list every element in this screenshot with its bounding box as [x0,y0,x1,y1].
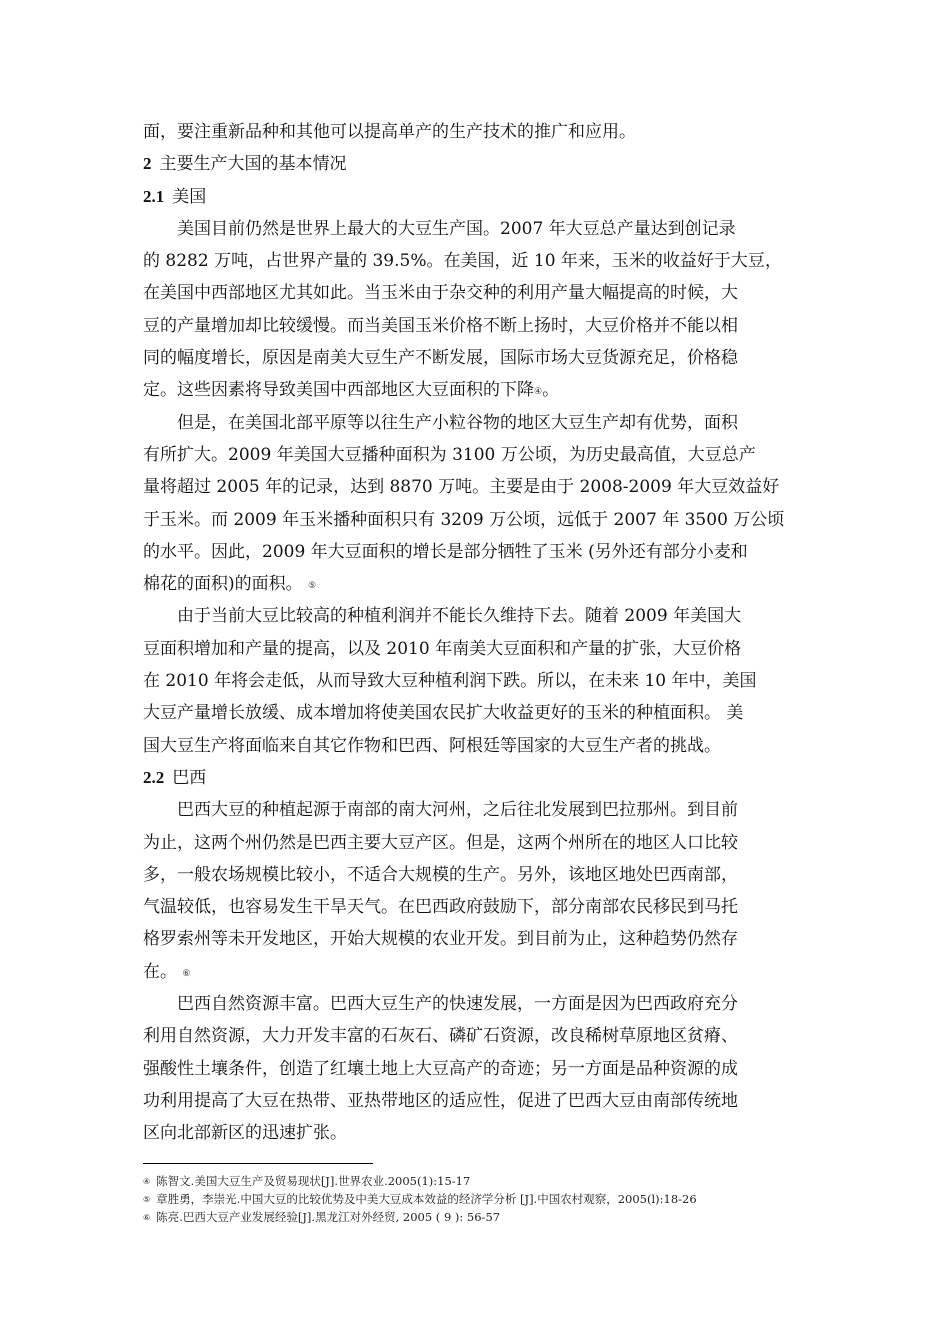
line-text: 在。 [143,961,177,982]
paragraph-brazil-2 [143,988,808,1149]
footnote-ref: ⑤ [308,581,317,592]
paragraph-line: 功利用提高了大豆在热带、亚热带地区的适应性，促进了巴西大豆由南部传统地 [143,1090,738,1111]
footnote-mark: ⑥ [143,1213,151,1222]
footnote-ref: ④ [534,387,543,398]
section-number: 2.1 [143,186,165,206]
footnote-text: 陈亮.巴西大豆产业发展经验[J].黑龙江对外经贸, 2005 ( 9 ): 56-57 [156,1210,501,1224]
footnote-text: 陈智文.美国大豆生产及贸易现状[J].世界农业.2005(1):15-17 [156,1174,471,1188]
paragraph-line: 多，一般农场规模比较小，不适合大规模的生产。另外，该地区地处巴西南部， [143,864,738,885]
section-heading-2-2 [143,762,808,794]
paragraph-line: 在 2010 年将会走低，从而导致大豆种植利润下跌。所以，在未来 10 年中，美国 [143,671,757,692]
line-text: 棉花的面积)的面积。 [143,574,303,595]
footnote [143,1172,823,1190]
paragraph-line: 豆面积增加和产量的提高，以及 2010 年南美大豆面积和产量的扩张，大豆价格 [143,638,742,659]
paragraph-usa-3 [143,600,808,761]
footnotes [143,1172,823,1226]
paragraph-line: 的水平。因此，2009 年大豆面积的增长是部分牺牲了玉米 (另外还有部分小麦和 [143,541,748,562]
footnote-text: 章胜勇，李崇光.中国大豆的比较优势及中美大豆成本效益的经济学分析 [J].中国农村观察，2005(l):18-26 [156,1192,697,1206]
paragraph-line: 巴西自然资源丰富。巴西大豆生产的快速发展，一方面是因为巴西政府充分 [177,994,738,1015]
paragraph-line: 于玉米。而 2009 年玉米播种面积只有 3209 万公顷，远低于 2007 年 3500 万公顷 [143,509,785,530]
section-title: 美国 [172,186,207,207]
paragraph-line: 大豆产量增长放缓、成本增加将使美国农民扩大收益更好的玉米的种植面积。 美 [143,703,744,724]
paragraph-line: 气温较低，也容易发生干旱天气。在巴西政府鼓励下，部分南部农民移民到马托 [143,897,738,918]
footnote-ref: ⑥ [182,968,191,979]
paragraph-usa-2 [143,407,808,601]
document-body [143,116,808,1150]
section-title: 主要生产大国的基本情况 [159,154,347,175]
footnote [143,1190,823,1208]
paragraph-line: 但是，在美国北部平原等以往生产小粒谷物的地区大豆生产却有优势，面积 [177,412,738,433]
section-title: 巴西 [172,767,207,788]
paragraph-brazil-1 [143,794,808,988]
paragraph-line: 利用自然资源，大力开发丰富的石灰石、磷矿石资源，改良稀树草原地区贫瘠、 [143,1026,738,1047]
paragraph-line: 量将超过 2005 年的记录，达到 8870 万吨。主要是由于 2008-2009 年大豆效益好 [143,477,780,498]
footnote-divider [143,1163,373,1164]
paragraph-line [143,374,808,406]
line-text: 定。这些因素将导致美国中西部地区大豆面积的下降 [143,380,534,401]
paragraph-line: 强酸性土壤条件，创造了红壤土地上大豆高产的奇迹；另一方面是品种资源的成 [143,1058,738,1079]
paragraph-line [143,956,808,988]
footnote [143,1208,823,1226]
footnote-mark: ④ [143,1177,151,1186]
paragraph-line: 豆的产量增加却比较缓慢。而当美国玉米价格不断上扬时，大豆价格并不能以相 [143,315,738,336]
section-heading-2-1 [143,181,808,213]
section-heading-2 [143,148,808,180]
paragraph-line: 美国目前仍然是世界上最大的大豆生产国。2007 年大豆总产量达到创记录 [177,218,736,239]
paragraph-line: 有所扩大。2009 年美国大豆播种面积为 3100 万公顷，为历史最高值，大豆总产 [143,444,756,465]
paragraph-line: 由于当前大豆比较高的种植利润并不能长久维持下去。随着 2009 年美国大 [177,606,742,627]
paragraph-line: 在美国中西部地区尤其如此。当玉米由于杂交种的利用产量大幅提高的时候，大 [143,283,738,304]
paragraph-line [143,568,808,600]
paragraph-line: 国大豆生产将面临来自其它作物和巴西、阿根廷等国家的大豆生产者的挑战。 [143,735,721,756]
footnote-mark: ⑤ [143,1195,151,1204]
paragraph-line: 为止，这两个州仍然是巴西主要大豆产区。但是，这两个州所在的地区人口比较 [143,832,738,853]
paragraph-line: 的 8282 万吨，占世界产量的 39.5%。在美国，近 10 年来，玉米的收益好于大豆， [143,251,782,272]
paragraph-line: 格罗索州等未开发地区，开始大规模的农业开发。到目前为止，这种趋势仍然存 [143,929,738,950]
section-number: 2 [143,154,152,174]
paragraph-line: 同的幅度增长，原因是南美大豆生产不断发展，国际市场大豆货源充足，价格稳 [143,348,738,369]
paragraph-line: 面，要注重新品种和其他可以提高单产的生产技术的推广和应用。 [143,122,636,142]
paragraph-usa-1 [143,213,808,407]
line-end: 。 [542,380,560,401]
paragraph-line: 区向北部新区的迅速扩张。 [143,1123,347,1144]
section-number: 2.2 [143,767,165,787]
paragraph-line: 巴西大豆的种植起源于南部的南大河州，之后往北发展到巴拉那州。到目前 [177,800,738,821]
